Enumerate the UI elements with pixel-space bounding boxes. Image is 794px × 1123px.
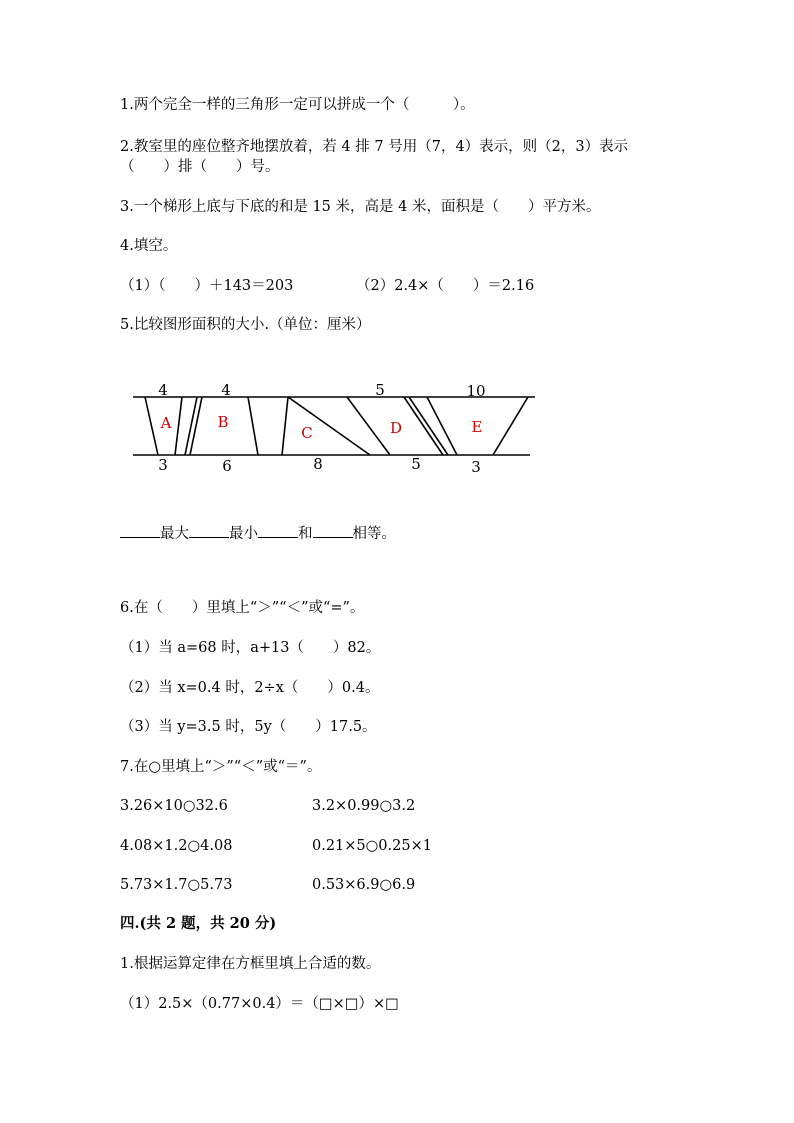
word-largest: 最大 <box>160 526 189 542</box>
top-number: 5 <box>375 381 385 399</box>
bottom-number: 3 <box>158 456 168 474</box>
shape-a-right <box>175 397 182 455</box>
question-4-part1: （1）（ ）＋143＝203 <box>120 278 294 294</box>
shape-d-left <box>347 397 390 455</box>
section-4-heading: 四.(共 2 题，共 20 分) <box>120 915 277 932</box>
shape-label-d: D <box>389 419 403 437</box>
section-4-question-1: 1.根据运算定律在方框里填上合适的数。 <box>120 956 381 972</box>
question-1: 1.两个完全一样的三角形一定可以拼成一个（ ）。 <box>120 97 475 113</box>
shape-label-c: C <box>301 424 313 442</box>
shape-d-right-1 <box>404 397 443 455</box>
bottom-number: 6 <box>222 457 232 475</box>
shape-c-left <box>282 397 288 455</box>
question-6-part3: （3）当 y=3.5 时，5y（ ）17.5。 <box>120 719 377 735</box>
shape-label-b: B <box>217 413 229 431</box>
q7-row1-right: 3.2×0.99○3.2 <box>312 798 416 814</box>
q7-row2-left: 4.08×1.2○4.08 <box>120 838 233 854</box>
answer-blank[interactable] <box>313 523 353 538</box>
bottom-number: 8 <box>313 455 323 473</box>
bottom-number: 3 <box>471 458 481 476</box>
section-4-question-1-part1: （1）2.5×（0.77×0.4）＝（□×□）×□ <box>120 996 399 1012</box>
top-number: 4 <box>158 381 168 399</box>
question-2-line2: （ ）排（ ）号。 <box>120 159 280 175</box>
q7-row3-left: 5.73×1.7○5.73 <box>120 877 233 893</box>
answer-blank[interactable] <box>258 523 298 538</box>
question-2-line1: 2.教室里的座位整齐地摆放着，若 4 排 7 号用（7，4）表示，则（2，3）表示 <box>120 139 629 155</box>
bottom-number: 5 <box>411 455 421 473</box>
question-5-answer <box>120 523 396 544</box>
question-6: 6.在（ ）里填上“＞”“＜”或“=”。 <box>120 600 365 616</box>
shape-a-left <box>145 397 158 455</box>
question-5: 5.比较图形面积的大小.（单位：厘米） <box>120 317 371 333</box>
question-7: 7.在○里填上“＞”“＜”或“＝”。 <box>120 759 322 775</box>
shape-label-e: E <box>471 418 483 436</box>
question-6-part2: （2）当 x=0.4 时，2÷x（ ）0.4。 <box>120 680 380 696</box>
word-equal: 相等。 <box>352 526 396 542</box>
shape-b-right <box>248 397 258 455</box>
answer-blank[interactable] <box>120 523 160 538</box>
question-4: 4.填空。 <box>120 238 178 254</box>
q7-row1-left: 3.26×10○32.6 <box>120 798 228 814</box>
trapezoid-figure <box>125 375 545 480</box>
top-number: 4 <box>221 381 231 399</box>
question-4-part2: （2）2.4×（ ）＝2.16 <box>356 278 535 294</box>
q7-row3-right: 0.53×6.9○6.9 <box>312 877 416 893</box>
q7-row2-right: 0.21×5○0.25×1 <box>312 838 432 854</box>
top-number: 10 <box>466 382 486 400</box>
question-3: 3.一个梯形上底与下底的和是 15 米，高是 4 米，面积是（ ）平方米。 <box>120 199 601 215</box>
answer-blank[interactable] <box>189 523 229 538</box>
word-smallest: 最小 <box>229 526 258 542</box>
word-and: 和 <box>298 526 313 542</box>
question-6-part1: （1）当 a=68 时，a+13（ ）82。 <box>120 640 381 656</box>
shape-label-a: A <box>160 414 172 432</box>
shape-e-right <box>493 397 528 455</box>
